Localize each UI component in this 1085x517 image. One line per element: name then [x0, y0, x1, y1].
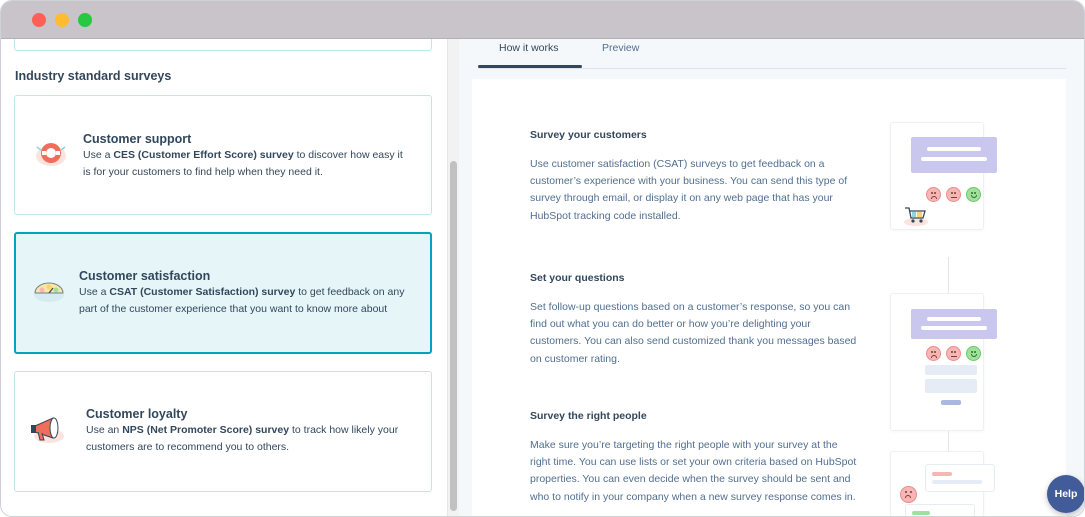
active-tab-indicator	[478, 65, 582, 68]
sad-face-icon	[926, 346, 941, 361]
sad-face-icon	[900, 486, 917, 503]
previous-card-edge	[14, 39, 432, 51]
submit-graphic	[941, 400, 961, 405]
life-ring-icon	[33, 138, 69, 175]
survey-card-customer-support[interactable]	[14, 95, 432, 215]
happy-face-icon	[966, 187, 981, 202]
left-pane-scrollbar[interactable]	[447, 39, 459, 517]
card-description: Use a CSAT (Customer Satisfaction) survey to get feedback on any part of the customer experience that you want to know more about	[79, 286, 405, 315]
card-title: Customer satisfaction	[79, 269, 211, 283]
minimize-window-button[interactable]	[55, 13, 69, 27]
neutral-face-icon	[946, 187, 961, 202]
step-text: Make sure you’re targeting the right people with your survey at the right time. You can use lists or set your own criteria based on HubSpot properties. You can even decide when the survey should be sent and who to notify in your company when a new survey response comes in.	[530, 439, 857, 503]
sad-face-icon	[926, 187, 941, 202]
illustration-connector	[948, 257, 949, 293]
survey-form-graphic	[911, 137, 997, 173]
survey-card-customer-satisfaction[interactable]	[14, 232, 432, 354]
survey-details-panel	[459, 39, 1085, 517]
followup-input-graphic	[925, 365, 977, 375]
help-button[interactable]: Help	[1047, 475, 1085, 513]
illustration-connector	[948, 431, 949, 451]
card-title: Customer support	[83, 132, 192, 146]
survey-type-list	[1, 39, 447, 517]
section-title: Industry standard surveys	[15, 69, 172, 83]
card-description: Use a CES (Customer Effort Score) survey to discover how easy it is for your customers to find help when they need it.	[83, 149, 403, 178]
followup-textarea-graphic	[925, 379, 977, 393]
step-text: Use customer satisfaction (CSAT) surveys to get feedback on a customer’s experience with your business. You can send this type of survey through email, or display it on any web page that has your HubSpot tracking code installed.	[530, 158, 848, 222]
survey-card-customer-loyalty[interactable]	[14, 371, 432, 492]
step-title: Survey your customers	[530, 129, 647, 141]
scrollbar-thumb[interactable]	[450, 161, 457, 511]
list-card-graphic	[905, 504, 975, 517]
happy-face-icon	[966, 346, 981, 361]
tab-how-it-works[interactable]: How it works	[499, 42, 559, 54]
card-description: Use an NPS (Net Promoter Score) survey to track how likely your customers are to recommend you to others.	[86, 424, 399, 453]
criteria-card-graphic	[925, 464, 995, 492]
step-title: Survey the right people	[530, 410, 647, 422]
card-title: Customer loyalty	[86, 407, 188, 421]
maximize-window-button[interactable]	[78, 13, 92, 27]
shopping-cart-icon	[903, 205, 929, 232]
close-window-button[interactable]	[32, 13, 46, 27]
survey-illustration	[890, 122, 984, 230]
question-form-graphic	[911, 309, 997, 339]
details-tabs	[478, 39, 1066, 69]
neutral-face-icon	[946, 346, 961, 361]
how-it-works-content	[472, 79, 1066, 517]
satisfaction-gauge-icon	[31, 278, 67, 309]
step-text: Set follow-up questions based on a customer’s response, so you can find out what you can do better or how you’re delighting your customers. You can also send customized thank you messages based on customer rating.	[530, 301, 857, 365]
targeting-illustration	[890, 451, 984, 517]
questions-illustration	[890, 293, 984, 431]
megaphone-icon	[29, 412, 69, 451]
window-titlebar	[1, 1, 1085, 39]
step-title: Set your questions	[530, 272, 625, 284]
tab-preview[interactable]: Preview	[602, 42, 640, 54]
